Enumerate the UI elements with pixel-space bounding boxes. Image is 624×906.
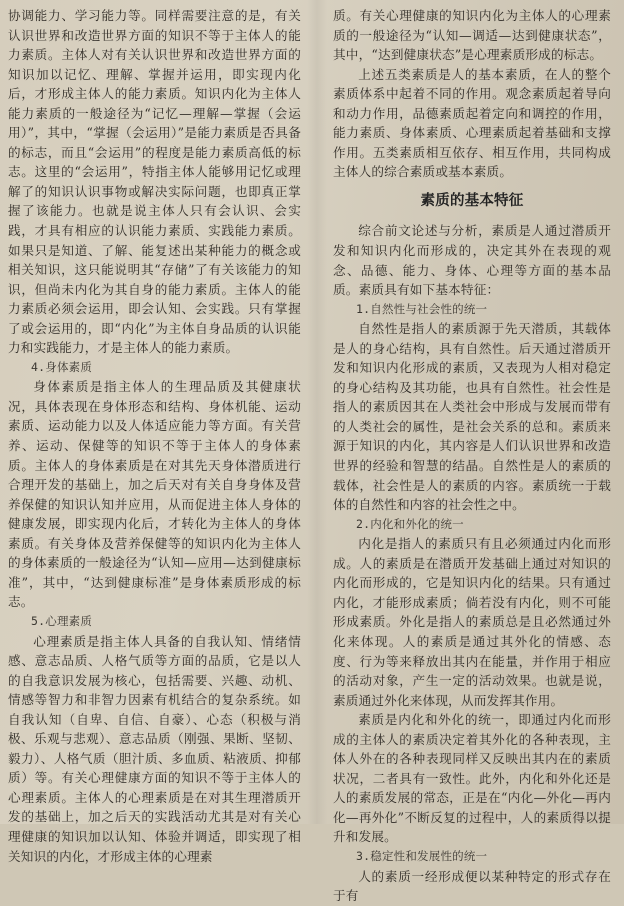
subheading-physical-quality: 4.身体素质	[31, 359, 93, 374]
book-spine-shadow	[307, 0, 327, 824]
paragraph-ability-quality: 协调能力、学习能力等。同样需要注意的是，有关认识世界和改造世界方面的知识不等于主体人的能力素质。主体人对有关认识世界和改造世界方面的知识加以记忆、理解、掌握并运用，即实现内化后，才形成主体人的能力素质。知识内化为主体人能力素质的一般途径为“记忆—理解—掌握（会运用）”，其中，“掌握（会运用）”是能力素质是否具备的标志，而且“会运用”的程度是能力素质高低的标志。这里的“会运用”，特指主体人能够用记忆或理解了的知识认识事物或解决实际问题，也即真正掌握了该能力。也就是说主体人只有会认识、会实践，才具有相应的认识能力素质、实践能力素质。如果只是知道、了解、能复述出某种能力的概念或相关知识，这只能说明其“存储”了有关该能力的知识，但尚未内化为其自身的能力素质。主体人的能力素质必须会运用，即会认知、会实践。只有掌握了或会运用的，即“内化”为主体自身品质的认识能力和实践能力，才是主体人的能力素质。	[8, 8, 301, 356]
subheading-psychological-quality: 5.心理素质	[31, 613, 93, 628]
paragraph-internalization: 内化是指人的素质只有且必须通过内化而形成。人的素质是在潜质开发基础上通过对知识的内化而形成的，它是知识内化的结果。只有通过内化，才能形成素质；倘若没有内化，则不可能形成素质。外化是指人的素质总是且必然通过外化来体现。人的素质是通过其外化的情感、态度、行为等来释放出其内在能量，并作用于相应的活动对象，产生一定的活动效果。也就是说，素质通过外化来体现，从而发挥其作用。	[333, 536, 611, 708]
subheading-stability-development: 3.稳定性和发展性的统一	[356, 848, 488, 863]
section-title: 素质的基本特征	[420, 192, 524, 209]
paragraph-five-qualities: 上述五类素质是人的基本素质，在人的整个素质体系中起着不同的作用。观念素质起着导向和动力作用，品德素质起着定向和调控的作用，能力素质、身体素质、心理素质起着基础和支撑作用。五类素质相互依存、相互作用，共同构成主体人的综合素质或基本素质。	[333, 66, 611, 180]
right-column	[333, 6, 611, 906]
paragraph-psychological-quality: 心理素质是指主体人具备的自我认知、情绪情感、意志品质、人格气质等方面的品质，它是以人的自我意识发展为核心，包括需要、兴趣、动机、情感等智力和非智力因素有机结合的复杂系统。如自我认知（自卑、自信、自豪）、心态（积极与消极、乐观与悲观）、意志品质（刚强、果断、坚韧、毅力）、人格气质（胆汁质、多血质、粘液质、抑郁质）等。有关心理健康方面的知识不等于主体人的心理素质。主体人的心理素质是在对其生理潜质开发的基础上，加之后天的实践活动尤其是对有关心理健康的知识加以认知、体验并调适，即实现了相关知识的内化，才形成主体的心理素	[8, 633, 301, 864]
paragraph-physical-quality: 身体素质是指主体人的生理品质及其健康状况，具体表现在身体形态和结构、身体机能、运动素质、运动能力以及人体适应能力等方面。有关营养、运动、保健等的知识不等于主体人的身体素质。主体人的身体素质是在对其先天身体潜质进行合理开发的基础上，加之后天对有关自身身体及营养保健的知识认知并应用，从而促进主体人身体的健康发展，即实现内化后，才转化为主体人的身体素质。有关身体及营养保健等的知识内化为主体人的身体素质的一般途径为“认知—应用—达到健康标准”，其中，“达到健康标准”是身体素质形成的标志。	[8, 379, 301, 610]
subheading-nature-society: 1.自然性与社会性的统一	[356, 301, 488, 316]
paragraph-definition: 综合前文论述与分析，素质是人通过潜质开发和知识内化而形成的，决定其外在表现的观念、品德、能力、身体、心理等方面的基本品质。素质具有如下基本特征：	[333, 223, 611, 298]
paragraph-nature-society: 自然性是指人的素质源于先天潜质，其载体是人的身心结构，具有自然性。后天通过潜质开发和知识内化形成的素质，又表现为人相对稳定的身心结构及其功能，也具有自然性。社会性是指人的素质因其在人类社会中形成与发展而带有的人类社会的属性，是社会关系的总和。素质来源于知识的内化，其内容是人们认识世界和改造世界的经验和智慧的结晶。自然性是人的素质的载体，社会性是人的素质的内容。素质统一于载体的自然性和内容的社会性之中。	[333, 321, 611, 513]
left-column	[8, 6, 301, 866]
paragraph-stability: 人的素质一经形成便以某种特定的形式存在于有	[333, 868, 611, 904]
subheading-internal-external: 2.内化和外化的统一	[356, 516, 464, 531]
paragraph-unity: 素质是内化和外化的统一，即通过内化而形成的主体人的素质决定着其外化的各种表现，主体人外在的各种表现同样又反映出其内在的素质状况，二者具有一致性。此外，内化和外化还是人的素质发展的常态，正是在“内化—外化—再内化—再外化”不断反复的过程中，人的素质得以提升和发展。	[333, 712, 611, 845]
paragraph-psychology-continued: 质。有关心理健康的知识内化为主体人的心理素质的一般途径为“认知—调适—达到健康状态”，其中，“达到健康状态”是心理素质形成的标志。	[333, 8, 611, 63]
